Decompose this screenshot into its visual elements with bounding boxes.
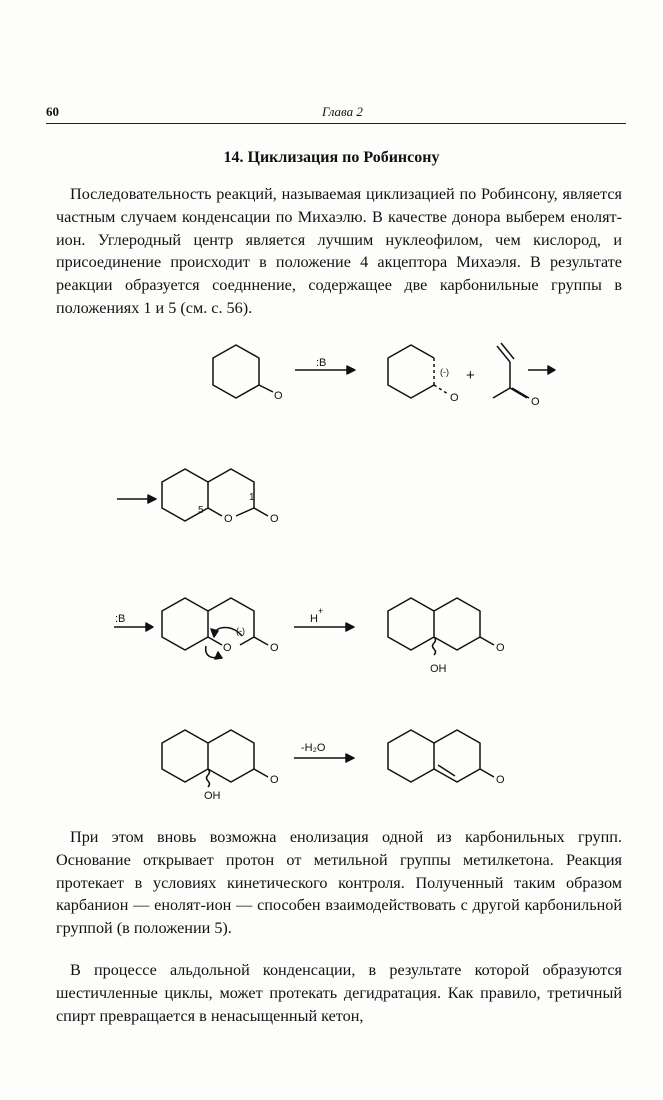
oxygen-label: O [224,513,233,525]
acid-reagent-label: H [310,613,318,625]
hydroxy-ketone-structure [162,730,268,787]
cyclohexanone-structure [213,345,273,398]
oxygen-label: O [496,642,505,654]
hydroxyl-label: OH [430,663,447,675]
enone-product-structure [388,730,494,782]
paragraph-intro: Последовательность реакций, называемая циклизацией по Робинсону, является частным случаем конденсации по Михаэлю. В качестве донора выберем енолят-ион. Углеродный центр является лучшим нуклеофилом, чем кислород, и присоединение происходит в положение 4 акцептора Михаэля. В результате реакции образуется соедннение, содержащее две карбонильные группы в положениях 1 и 5 (см. с. 56). [56,185,622,317]
dehydration-arrow [294,754,354,762]
oxygen-label: O [270,642,279,654]
position-1-label: 1 [249,492,255,503]
dehydration-reagent-label: -H₂O [301,742,326,754]
section-title: 14. Циклизация по Робинсону [223,149,440,166]
hydroxyl-label: OH [204,790,221,802]
reaction-scheme [0,330,663,820]
base-reagent-label: :B [115,613,126,625]
base-reagent-label: :B [316,357,327,369]
methyl-vinyl-ketone-structure [493,343,529,398]
oxygen-label: O [270,774,279,786]
oxygen-label: O [270,513,279,525]
page-number: 60 [46,104,59,119]
anion-charge-label: (-) [236,626,245,636]
position-5-label: 5 [198,505,204,516]
aldol-product-structure [388,598,494,655]
oxygen-label: O [450,392,459,404]
oxygen-label: O [274,390,283,402]
enolate-adduct-structure [162,598,268,659]
entry-arrow [117,495,156,503]
plus-sign: + [466,367,475,384]
anion-charge-label: (-) [440,367,449,377]
header-rule [46,123,626,124]
acid-arrow [294,623,354,631]
paragraph-enolization: При этом вновь возможна енолизация одной из карбонильных групп. Основание открывает протон от метильной группы метилкетона. Реакция протекает в условиях кинетического контроля. Полученный таким образом карбанион — енолят-ион — способен взаимодействовать с другой карбонильной группой (в положении 5). [56,828,622,938]
paragraph-aldol: В процессе альдольной конденсации, в результате которой образуются шестичленные циклы, может протекать дегидратация. Как правило, третичный спирт превращается в ненасыщенный кетон, [56,961,622,1025]
arrow-after-acceptor [528,366,555,374]
oxygen-label: O [531,396,540,408]
enolate-structure [388,345,448,398]
acid-charge-label: + [318,606,324,616]
oxygen-label: O [496,774,505,786]
running-head: Глава 2 [322,104,363,119]
oxygen-label: O [223,642,232,654]
